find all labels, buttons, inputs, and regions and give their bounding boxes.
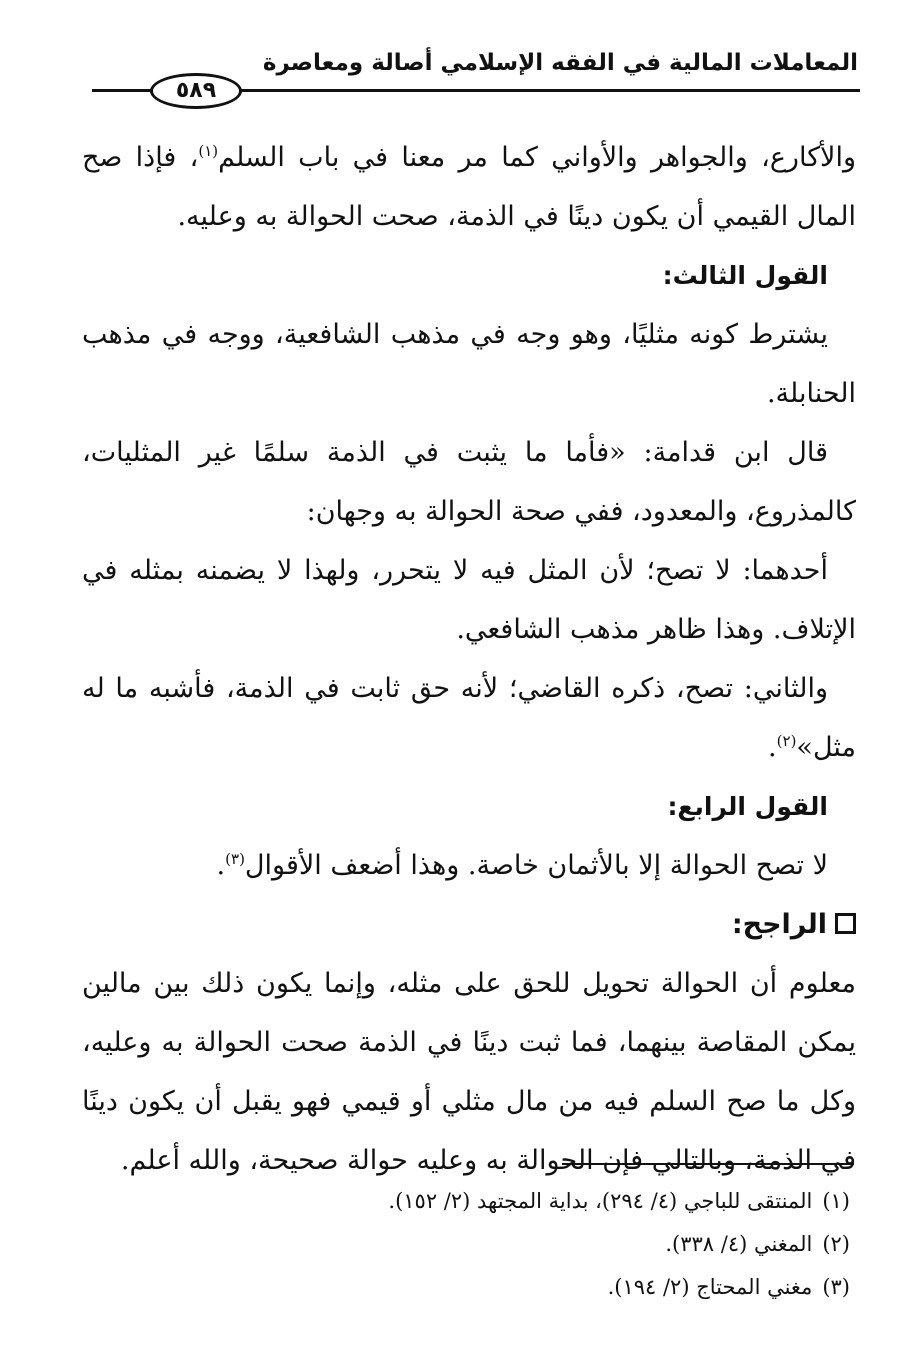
footnote-2 [82,1223,850,1266]
main-text [82,128,856,1190]
paragraph-1-text-a: والأكارع، والجواهر والأواني كما مر معنا في باب السلم [218,142,856,173]
heading-preferred-opinion [82,895,856,954]
heading-third-opinion: القول الثالث: [662,261,828,290]
footnotes [82,1180,850,1309]
paragraph-5 [82,659,856,777]
heading-fourth-opinion: القول الرابع: [667,792,828,821]
footnote-3-number: (٣) [822,1275,850,1299]
paragraph-6-text-b: . [216,850,226,881]
footnote-2-number: (٢) [822,1232,850,1256]
footnote-1-number: (١) [822,1189,850,1213]
heading-preferred-label: الراجح: [731,909,827,940]
paragraph-1 [82,128,856,246]
paragraph-6-text-a: لا تصح الحوالة إلا بالأثمان خاصة. وهذا أضعف الأقوال [244,850,828,881]
footnote-ref-1: (١) [198,142,219,160]
paragraph-5-text-b: . [768,732,777,763]
paragraph-3: قال ابن قدامة: «فأما ما يثبت في الذمة سلمًا غير المثليات، كالمذروع، والمعدود، ففي صحة الحوالة به وجهان: [82,437,856,527]
paragraph-6 [82,836,856,895]
footnote-divider [562,1163,854,1165]
footnote-1 [82,1180,850,1223]
page-number: ٥٨٩ [150,73,242,109]
footnote-1-text: المنتقى للباجي (٤/ ٢٩٤)، بداية المجتهد (٢/ ١٥٢). [388,1189,813,1213]
paragraph-7: معلوم أن الحوالة تحويل للحق على مثله، وإنما يكون ذلك بين مالين يمكن المقاصة بينهما، فما ثبت دينًا في الذمة صحت الحوالة به وعليه، وكل ما صح السلم فيه من مال مثلي أو قيمي فهو يقبل أن يكون دينًا في الذمة، وبالتالي فإن الحوالة به وعليه حوالة صحيحة، والله أعلم. [82,968,856,1176]
running-title: المعاملات المالية في الفقه الإسلامي أصالة ومعاصرة [262,50,858,76]
footnote-ref-2: (٢) [776,732,797,750]
paragraph-1-text-b: ، فإذا صح المال القيمي أن يكون دينًا في الذمة، صحت الحوالة به وعليه. [82,142,856,232]
paragraph-4: أحدهما: لا تصح؛ لأن المثل فيه لا يتحرر، ولهذا لا يضمنه بمثله في الإتلاف. وهذا ظاهر مذهب الشافعي. [82,555,856,645]
paragraph-2: يشترط كونه مثليًا، وهو وجه في مذهب الشافعية، ووجه في مذهب الحنابلة. [82,319,856,409]
paragraph-5-text-a: والثاني: تصح، ذكره القاضي؛ لأنه حق ثابت في الذمة، فأشبه ما له مثل» [82,673,856,763]
footnote-3 [82,1266,850,1309]
square-bullet-icon [835,913,856,934]
footnote-ref-3: (٣) [225,850,245,868]
footnote-2-text: المغني (٤/ ٣٣٨). [665,1232,813,1256]
footnote-3-text: مغني المحتاج (٢/ ١٩٤). [607,1275,813,1299]
